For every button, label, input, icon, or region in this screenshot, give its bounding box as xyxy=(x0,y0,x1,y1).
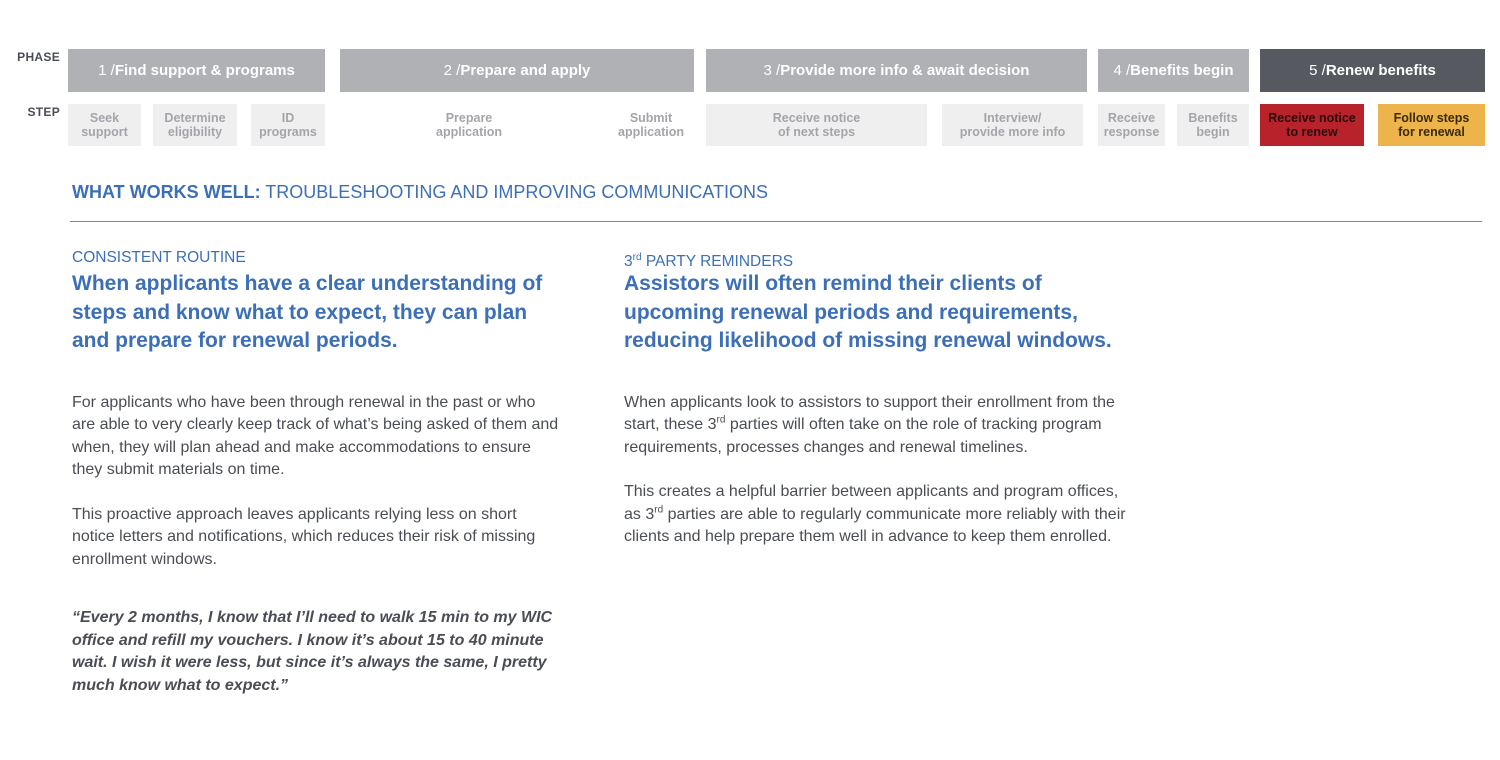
left-quote: “Every 2 months, I know that I’ll need to walk 15 min to my WIC office and refill my vouchers. I know it’s about 15 to 40 minute wait. I wish it were less, but since it’s always the same, I pretty much know what to expect.” xyxy=(72,609,553,694)
step-line-2: for renewal xyxy=(1398,125,1465,139)
phase-name: Renew benefits xyxy=(1325,62,1436,79)
step-line-2: to renew xyxy=(1286,125,1338,139)
step-line-1: Determine xyxy=(164,111,226,125)
step-seek-support xyxy=(68,104,141,146)
phase-name: Provide more info & await decision xyxy=(780,62,1030,79)
right-eyebrow xyxy=(624,248,1134,271)
step-determine-eligibility xyxy=(153,104,237,146)
phase-number: 2 / xyxy=(443,62,461,79)
right-headline: Assistors will often remind their clients of upcoming renewal periods and requirements, reducing likelihood of missing renewal windows. xyxy=(624,272,1112,352)
phase-1 xyxy=(68,49,325,92)
superscript: rd xyxy=(654,504,664,516)
right-paragraph-1 xyxy=(624,392,1134,460)
step-benefits-begin xyxy=(1177,104,1249,146)
paragraph-text: When applicants look to assistors to support their enrollment from the start, these 3 xyxy=(624,393,1115,433)
step-line-2: begin xyxy=(1196,125,1230,139)
phase-4 xyxy=(1098,49,1249,92)
paragraph-text: parties will often take on the role of tracking program requirements, processes changes and renewal timelines. xyxy=(624,416,1102,456)
step-id-programs xyxy=(251,104,325,146)
step-line-1: Receive notice xyxy=(772,111,861,125)
section-title xyxy=(72,182,768,203)
step-line-1: Seek xyxy=(89,111,120,125)
eyebrow-number: 3 xyxy=(624,253,633,271)
step-receive-notice-to-renew xyxy=(1260,104,1364,146)
step-line-1: Receive notice xyxy=(1268,111,1356,125)
step-line-1: Benefits xyxy=(1188,111,1238,125)
step-line-1: Prepare xyxy=(445,111,493,125)
step-line-2: of next steps xyxy=(777,125,856,139)
phase-number: 5 / xyxy=(1309,62,1326,79)
phase-name: Prepare and apply xyxy=(460,62,591,79)
phase-number: 3 / xyxy=(763,62,781,79)
step-line-2: response xyxy=(1103,125,1160,139)
eyebrow-superscript: rd xyxy=(632,252,642,263)
step-line-1: Follow steps xyxy=(1393,111,1470,125)
section-divider xyxy=(70,221,1482,222)
phase-number: 1 / xyxy=(98,62,115,79)
left-column xyxy=(72,248,562,713)
section-title-bold: WHAT WORKS WELL: xyxy=(72,182,261,202)
phase-5 xyxy=(1260,49,1485,92)
paragraph-text: This creates a helpful barrier between applicants and program offices, as 3 xyxy=(624,483,1119,523)
phase-2 xyxy=(340,49,694,92)
step-line-1: ID xyxy=(281,111,295,125)
step-receive-response xyxy=(1098,104,1165,146)
step-line-2: support xyxy=(81,125,128,139)
phase-3 xyxy=(706,49,1087,92)
left-eyebrow: CONSISTENT ROUTINE xyxy=(72,249,246,266)
step-line-2: application xyxy=(436,125,502,139)
phase-row-label: PHASE xyxy=(17,50,60,64)
phase-name: Find support & programs xyxy=(114,62,295,79)
left-paragraph-2: This proactive approach leaves applicants relying less on short notice letters and notifications, which reduces their risk of missing enrollment windows. xyxy=(72,505,536,568)
step-interview xyxy=(942,104,1083,146)
right-column xyxy=(624,248,1134,549)
step-line-1: Interview/ xyxy=(983,111,1042,125)
step-line-2: programs xyxy=(259,125,317,139)
eyebrow-text: PARTY REMINDERS xyxy=(641,253,794,271)
step-line-2: application xyxy=(618,125,684,139)
step-prepare-application xyxy=(400,104,538,146)
step-row-label: STEP xyxy=(27,105,60,119)
superscript: rd xyxy=(716,414,726,426)
left-paragraph-1: For applicants who have been through renewal in the past or who are able to very clearly keep track of what’s being asked of them and when, they will plan ahead and make accommodations to ensure they submit materials on time. xyxy=(72,393,559,478)
phase-name: Benefits begin xyxy=(1130,62,1234,79)
phase-number: 4 / xyxy=(1113,62,1131,79)
right-paragraph-2 xyxy=(624,481,1134,549)
step-line-1: Receive xyxy=(1107,111,1156,125)
left-headline: When applicants have a clear understanding of steps and know what to expect, they can plan and prepare for renewal periods. xyxy=(72,272,543,352)
paragraph-text: parties are able to regularly communicate more reliably with their clients and help prepare them well in advance to keep them enrolled. xyxy=(624,505,1126,545)
step-receive-notice xyxy=(706,104,927,146)
step-line-2: provide more info xyxy=(959,125,1066,139)
step-submit-application xyxy=(606,104,696,146)
step-line-2: eligibility xyxy=(167,125,223,139)
step-follow-steps-for-renewal xyxy=(1378,104,1485,146)
section-title-rest: TROUBLESHOOTING AND IMPROVING COMMUNICATIONS xyxy=(260,182,768,202)
step-line-1: Submit xyxy=(629,111,673,125)
